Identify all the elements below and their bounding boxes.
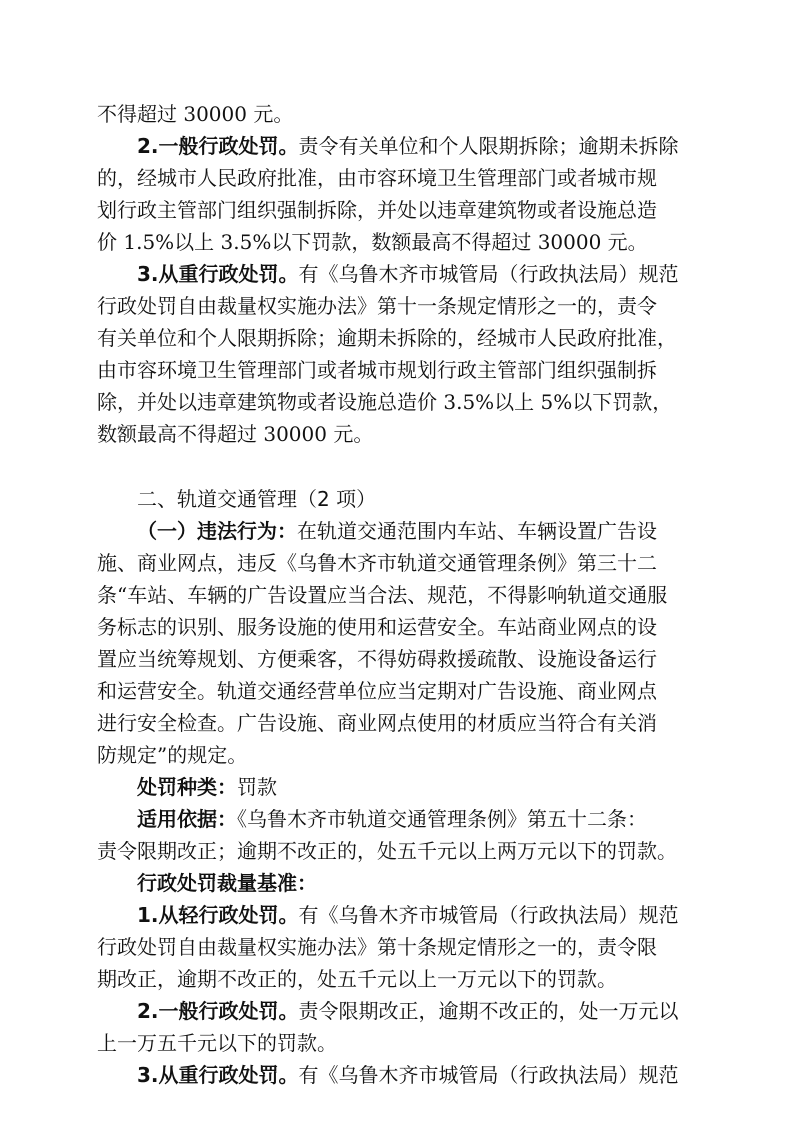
text-line: 和运营安全。轨道交通经营单位应当定期对广告设施、商业网点 (97, 679, 657, 703)
text-line: 期改正，逾期不改正的，处五千元以上一万元以下的罚款。 (97, 967, 617, 991)
text-line: 务标志的识别、服务设施的使用和运营安全。车站商业网点的设 (97, 615, 657, 639)
section-heading: 二、轨道交通管理（2 项） (137, 487, 377, 511)
text-line: 2.一般行政处罚。责令限期改正，逾期不改正的，处一万元以 (137, 999, 679, 1023)
text-line: 3.从重行政处罚。有《乌鲁木齐市城管局（行政执法局）规范 (137, 262, 679, 286)
text-line: 3.从重行政处罚。有《乌鲁木齐市城管局（行政执法局）规范 (137, 1063, 679, 1087)
text-line: 置应当统筹规划、方便乘客，不得妨碍救援疏散、设施设备运行 (97, 647, 657, 671)
text-line: 有关单位和个人限期拆除；逾期未拆除的，经城市人民政府批准， (97, 326, 677, 350)
text-line: 的，经城市人民政府批准，由市容环境卫生管理部门或者城市规 (97, 166, 657, 190)
text-line: 行政处罚裁量基准： (137, 871, 317, 895)
text-line: 处罚种类：罚款 (137, 775, 277, 799)
text-line: 施、商业网点，违反《乌鲁木齐市轨道交通管理条例》第三十二 (97, 551, 657, 575)
text-line: 行政处罚自由裁量权实施办法》第十一条规定情形之一的，责令 (97, 294, 657, 318)
text-line: 条“车站、车辆的广告设置应当合法、规范，不得影响轨道交通服 (97, 583, 668, 607)
text-line: 不得超过 30000 元。 (97, 102, 294, 126)
text-line: 防规定”的规定。 (97, 743, 248, 767)
text-line: 1.从轻行政处罚。有《乌鲁木齐市城管局（行政执法局）规范 (137, 903, 679, 927)
text-line: （一）违法行为：在轨道交通范围内车站、车辆设置广告设 (137, 519, 657, 543)
text-line: 除，并处以违章建筑物或者设施总造价 3.5%以上 5%以下罚款， (97, 390, 673, 414)
text-line: 划行政主管部门组织强制拆除，并处以违章建筑物或者设施总造 (97, 198, 657, 222)
text-line: 适用依据：《乌鲁木齐市轨道交通管理条例》第五十二条： (137, 807, 647, 831)
text-line: 数额最高不得超过 30000 元。 (97, 422, 374, 446)
text-line: 价 1.5%以上 3.5%以下罚款，数额最高不得超过 30000 元。 (97, 230, 648, 254)
text-line: 行政处罚自由裁量权实施办法》第十条规定情形之一的，责令限 (97, 935, 657, 959)
text-line: 2.一般行政处罚。责令有关单位和个人限期拆除；逾期未拆除 (137, 134, 679, 158)
text-line: 进行安全检查。广告设施、商业网点使用的材质应当符合有关消 (97, 711, 657, 735)
text-line: 由市容环境卫生管理部门或者城市规划行政主管部门组织强制拆 (97, 358, 657, 382)
text-line: 责令限期改正；逾期不改正的，处五千元以上两万元以下的罚款。 (97, 839, 677, 863)
text-line: 上一万五千元以下的罚款。 (97, 1031, 337, 1055)
